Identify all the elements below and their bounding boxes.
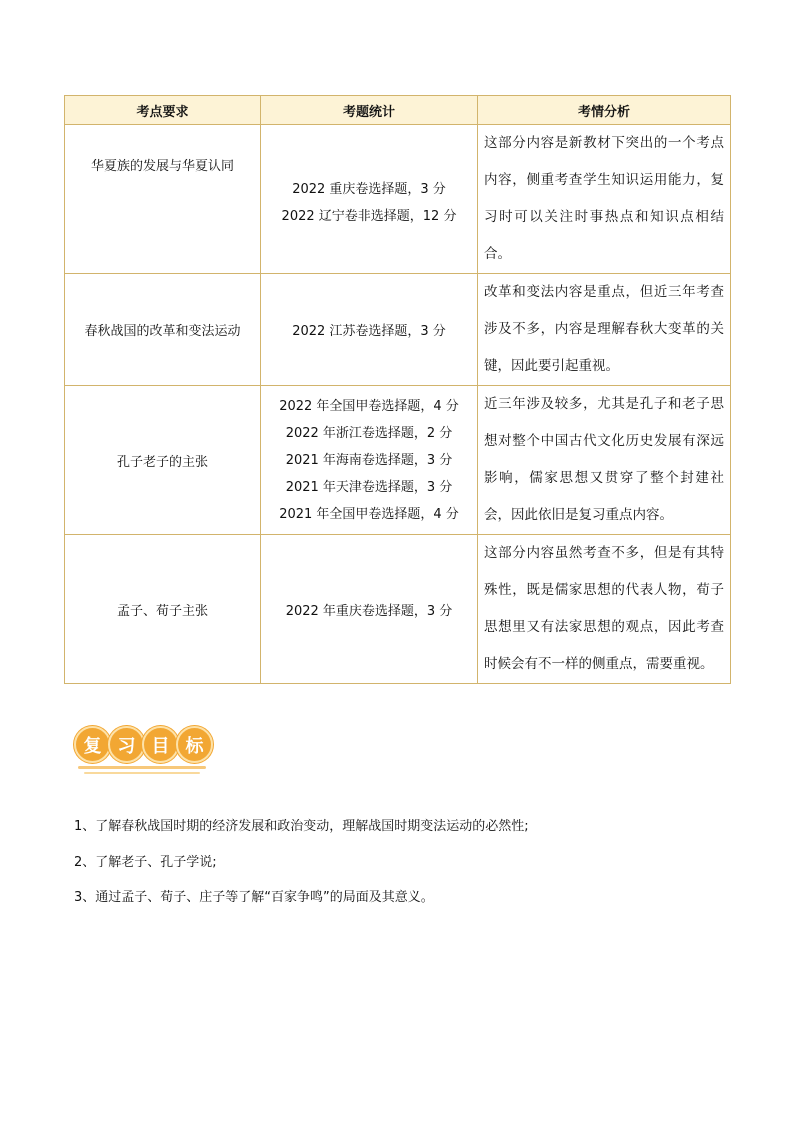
goal-item: 2、了解老子、孔子学说;: [74, 855, 217, 870]
analysis-text: 这部分内容虽然考查不多，但是有其特殊性，既是儒家思想的代表人物，荀子思想里又有法家思想的观点，因此考查时候会有不一样的侧重点，需要重视。: [478, 535, 731, 684]
header-topic: 考点要求: [65, 96, 261, 125]
badge-char: 目: [142, 726, 179, 763]
stats-cell: [261, 386, 478, 535]
stat-line: 2022 年全国甲卷选择题，4 分: [279, 398, 459, 414]
exam-analysis-table: [64, 95, 731, 684]
badge-char: 习: [108, 726, 145, 763]
stat-line: 2022 年重庆卷选择题，3 分: [261, 535, 478, 684]
table-row: [65, 274, 731, 386]
table-header-row: [65, 96, 731, 125]
badge-underline: [84, 772, 200, 774]
table-row: [65, 125, 731, 274]
header-stats: 考题统计: [261, 96, 478, 125]
topic-text: 华夏族的发展与华夏认同: [90, 159, 234, 174]
topic-text: 春秋战国的改革和变法运动: [65, 274, 261, 386]
stats-cell: [261, 125, 478, 274]
stat-line: 2022 江苏卷选择题，3 分: [261, 274, 478, 386]
stat-line: 2022 年浙江卷选择题，2 分: [285, 425, 453, 441]
stat-line: 2021 年天津卷选择题，3 分: [285, 479, 453, 495]
review-goals-badge: [74, 726, 214, 776]
goal-item: 1、了解春秋战国时期的经济发展和政治变动，理解战国时期变法运动的必然性;: [74, 819, 529, 834]
table-row: [65, 535, 731, 684]
analysis-text: 这部分内容是新教材下突出的一个考点内容，侧重考查学生知识运用能力，复习时可以关注时事热点和知识点相结合。: [478, 125, 731, 274]
badge-underline: [78, 766, 206, 769]
analysis-text: 改革和变法内容是重点，但近三年考查涉及不多，内容是理解春秋大变革的关键，因此要引起重视。: [478, 274, 731, 386]
stat-line: 2021 年海南卷选择题，3 分: [285, 452, 453, 468]
topic-text: 孔子老子的主张: [65, 386, 261, 535]
stat-line: 2021 年全国甲卷选择题，4 分: [279, 506, 459, 522]
header-analysis: 考情分析: [478, 96, 731, 125]
table-row: [65, 386, 731, 535]
topic-text: 孟子、荀子主张: [65, 535, 261, 684]
badge-char: 标: [176, 726, 213, 763]
topic-cell: [65, 125, 261, 274]
stat-line: 2022 重庆卷选择题，3 分: [292, 182, 446, 197]
goal-item: 3、通过孟子、荀子、庄子等了解“百家争鸣”的局面及其意义。: [74, 890, 434, 905]
badge-char: 复: [74, 726, 111, 763]
stat-line: 2022 辽宁卷非选择题，12 分: [281, 209, 457, 224]
analysis-text: 近三年涉及较多，尤其是孔子和老子思想对整个中国古代文化历史发展有深远影响，儒家思想又贯穿了整个封建社会，因此依旧是复习重点内容。: [478, 386, 731, 535]
